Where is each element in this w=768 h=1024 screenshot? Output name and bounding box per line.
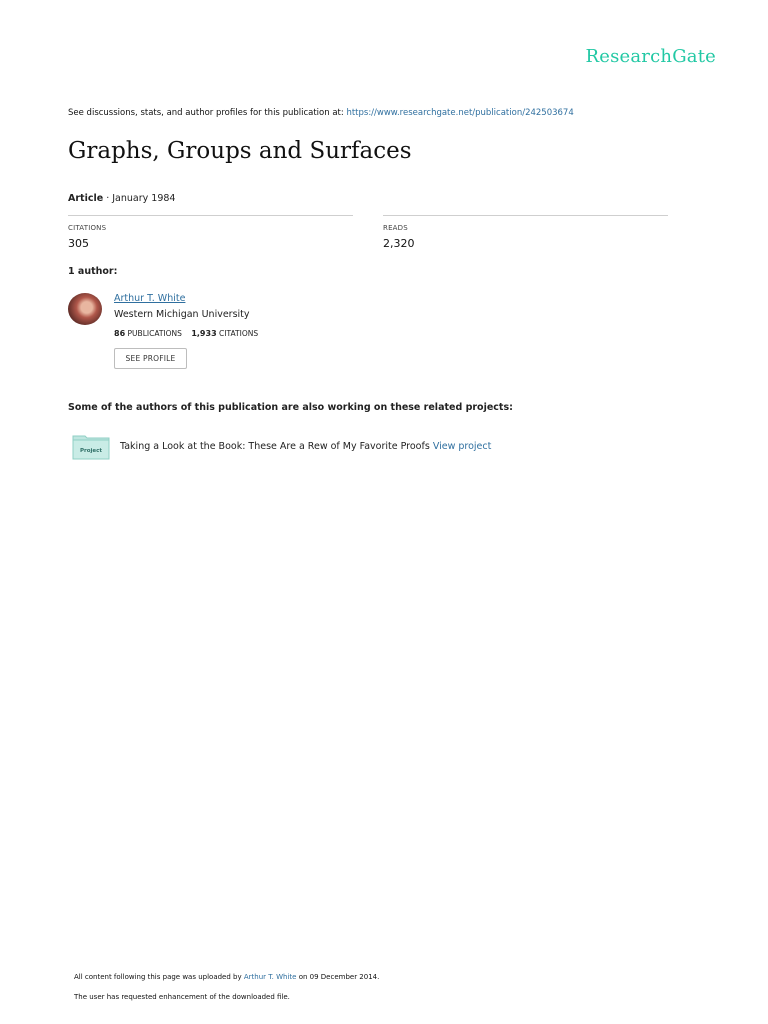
publication-date: January 1984	[112, 193, 176, 204]
project-title: Taking a Look at the Book: These Are a Rew of My Favorite Proofs	[120, 441, 433, 452]
author-name-link[interactable]: Arthur T. White	[114, 293, 186, 304]
meta-separator: ·	[103, 193, 113, 204]
author-institution: Western Michigan University	[114, 309, 250, 320]
uploader-link[interactable]: Arthur T. White	[243, 973, 297, 981]
see-profile-button[interactable]: SEE PROFILE	[114, 348, 187, 369]
project-icon-label: Project	[79, 448, 103, 454]
related-projects-heading: Some of the authors of this publication are also working on these related projects:	[68, 402, 513, 413]
citations-label: CITATIONS	[68, 224, 107, 232]
author-stats	[114, 329, 258, 338]
reads-value: 2,320	[383, 237, 415, 250]
publication-title: Graphs, Groups and Surfaces	[68, 138, 412, 164]
view-project-link[interactable]: View project	[432, 441, 492, 452]
upload-suffix: on 09 December 2014.	[296, 973, 380, 981]
author-citations-label: CITATIONS	[219, 329, 259, 338]
publication-url-link[interactable]: https://www.researchgate.net/publication/242503674	[346, 108, 574, 118]
researchgate-logo[interactable]: ResearchGate	[585, 46, 716, 67]
discussion-line	[68, 108, 574, 118]
project-folder-icon	[72, 433, 110, 460]
discussion-text: See discussions, stats, and author profiles for this publication at:	[68, 108, 347, 118]
author-publications-count: 86	[114, 329, 126, 338]
enhancement-note: The user has requested enhancement of the downloaded file.	[74, 993, 290, 1001]
citations-value: 305	[68, 237, 89, 250]
project-item	[120, 441, 491, 452]
publication-meta	[68, 193, 175, 204]
author-citations-count: 1,933	[191, 329, 217, 338]
authors-heading: 1 author:	[68, 266, 118, 277]
upload-prefix: All content following this page was uploaded by	[74, 973, 244, 981]
citations-stat	[68, 215, 353, 250]
author-publications-label: PUBLICATIONS	[127, 329, 182, 338]
upload-info	[74, 973, 379, 981]
reads-label: READS	[383, 224, 408, 232]
publication-type: Article	[68, 193, 104, 204]
author-avatar[interactable]	[68, 293, 102, 325]
reads-stat	[383, 215, 668, 250]
